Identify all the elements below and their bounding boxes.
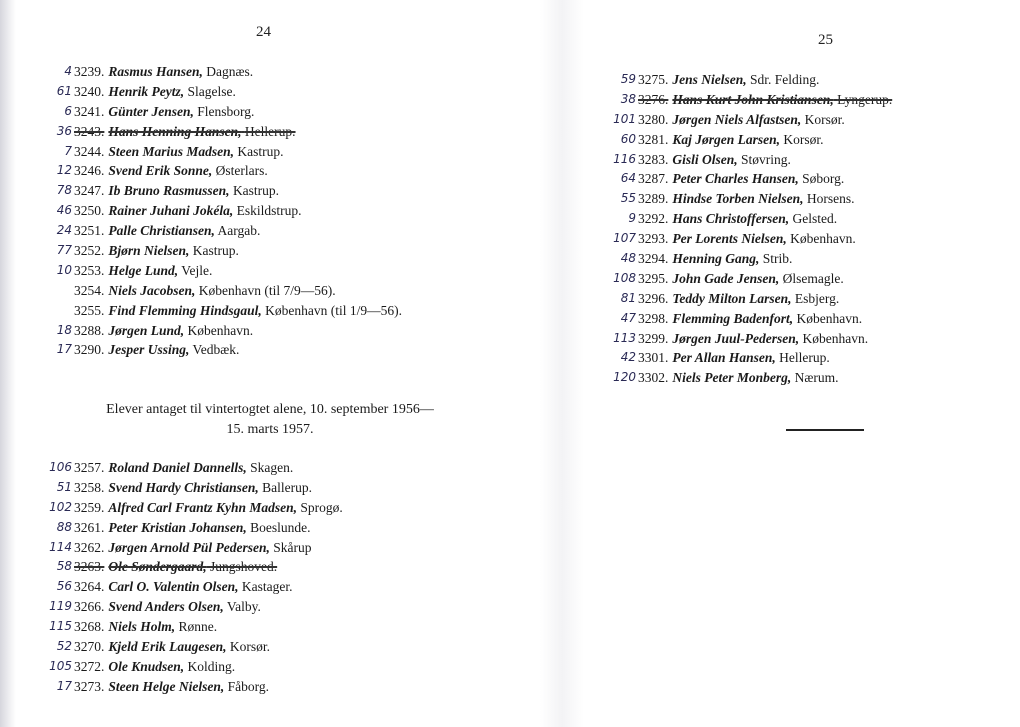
list-item xyxy=(30,82,530,102)
entry-text xyxy=(74,142,284,162)
entry-number: 3283. xyxy=(638,151,669,167)
entry-text xyxy=(638,189,855,209)
entry-text xyxy=(638,130,824,150)
list-item xyxy=(594,130,994,150)
left-page-number: 24 xyxy=(256,24,271,40)
entry-number: 3243. xyxy=(74,123,105,139)
entry-place: Strib. xyxy=(762,251,793,267)
list-item xyxy=(30,241,530,261)
entry-place: København. xyxy=(187,322,254,338)
handwritten-mark: 46 xyxy=(56,203,72,218)
list-item xyxy=(30,142,530,162)
list-item xyxy=(30,478,530,498)
list-item xyxy=(594,329,994,349)
entry-text xyxy=(74,122,296,142)
entry-name: Rasmus Hansen, xyxy=(108,64,203,79)
entry-number: 3259. xyxy=(74,499,105,515)
entry-number: 3253. xyxy=(74,262,105,278)
entry-place: Kastrup. xyxy=(232,183,280,199)
roster-list-winter xyxy=(30,458,530,697)
handwritten-mark: 51 xyxy=(56,479,72,494)
entry-number: 3252. xyxy=(74,243,105,259)
entry-number: 3272. xyxy=(74,658,105,674)
entry-name: Rainer Juhani Jokéla, xyxy=(108,203,234,219)
entry-text xyxy=(74,617,217,637)
entry-name: Bjørn Nielsen, xyxy=(108,243,190,259)
entry-name: Kjeld Erik Laugesen, xyxy=(108,639,227,655)
entry-number: 3255. xyxy=(74,302,105,318)
entry-text xyxy=(74,321,253,341)
entry-number: 3264. xyxy=(74,579,105,595)
list-item xyxy=(30,281,530,301)
entry-name: Niels Holm, xyxy=(108,619,176,635)
entry-place: Kastrup. xyxy=(192,243,239,259)
entry-name: Svend Hardy Christiansen, xyxy=(108,479,259,495)
entry-number: 3240. xyxy=(74,83,105,99)
list-item xyxy=(30,637,530,657)
handwritten-mark: 113 xyxy=(613,330,636,345)
roster-list-continued xyxy=(594,70,994,388)
entry-place: Kastrup. xyxy=(237,143,284,159)
entry-place: Aargab. xyxy=(217,223,261,239)
handwritten-mark: 105 xyxy=(49,658,72,673)
entry-text xyxy=(74,637,270,657)
entry-number: 3292. xyxy=(638,211,669,227)
entry-number: 3296. xyxy=(638,290,669,306)
entry-text xyxy=(74,161,268,181)
entry-place: Ølsemagle. xyxy=(782,270,844,286)
entry-name: John Gade Jensen, xyxy=(672,270,780,286)
list-item xyxy=(594,209,994,229)
entry-name: Ole Knudsen, xyxy=(108,658,185,674)
entry-place: Hellerup. xyxy=(244,123,296,139)
entry-text xyxy=(74,181,279,201)
handwritten-mark: 115 xyxy=(49,619,72,634)
entry-name: Steen Marius Madsen, xyxy=(108,143,235,159)
entry-place: Esbjerg. xyxy=(794,290,840,306)
list-item xyxy=(30,161,530,181)
list-item xyxy=(30,122,530,142)
entry-text xyxy=(74,241,239,261)
entry-place: Slagelse. xyxy=(187,83,236,99)
list-item xyxy=(30,201,530,221)
entry-name: Niels Peter Monberg, xyxy=(672,370,792,386)
entry-place: Hellerup. xyxy=(779,350,830,366)
entry-name: Günter Jensen, xyxy=(108,103,194,119)
entry-text xyxy=(638,169,844,189)
handwritten-mark: 77 xyxy=(56,243,72,258)
entry-number: 3247. xyxy=(74,183,105,199)
left-page xyxy=(20,0,540,727)
entry-name: Carl O. Valentin Olsen, xyxy=(108,579,239,595)
list-item xyxy=(30,458,530,478)
entry-number: 3244. xyxy=(74,143,105,159)
entry-number: 3250. xyxy=(74,203,105,219)
handwritten-mark: 59 xyxy=(620,72,636,86)
entry-name: Peter Charles Hansen, xyxy=(672,171,799,187)
entry-text xyxy=(74,221,260,241)
entry-text xyxy=(74,557,277,577)
entry-number: 3263. xyxy=(74,559,105,575)
entry-place: Jungshoved. xyxy=(210,559,278,575)
entry-place: Skårup xyxy=(273,539,312,555)
entry-number: 3293. xyxy=(638,231,669,247)
entry-number: 3273. xyxy=(74,678,105,694)
handwritten-mark: 64 xyxy=(620,171,636,186)
list-item xyxy=(594,70,994,90)
handwritten-mark: 119 xyxy=(49,599,72,614)
entry-number: 3276. xyxy=(638,91,669,107)
list-item xyxy=(594,269,994,289)
entry-text xyxy=(74,478,312,498)
entry-text xyxy=(74,597,261,617)
entry-text xyxy=(638,249,792,269)
entry-name: Peter Kristian Johansen, xyxy=(108,519,247,535)
entry-place: Støvring. xyxy=(741,151,791,167)
entry-name: Jørgen Arnold Pül Pedersen, xyxy=(108,539,270,555)
section-heading xyxy=(60,400,480,440)
entry-place: Korsør. xyxy=(783,131,824,147)
entry-text xyxy=(638,309,862,329)
list-item xyxy=(30,657,530,677)
list-item xyxy=(30,301,530,321)
entry-number: 3301. xyxy=(638,350,669,366)
entry-text xyxy=(74,82,236,102)
entry-number: 3299. xyxy=(638,330,669,346)
handwritten-mark: 24 xyxy=(56,223,72,238)
list-item xyxy=(594,348,994,368)
entry-text xyxy=(74,458,293,478)
entry-number: 3258. xyxy=(74,479,105,495)
entry-name: Jørgen Niels Alfastsen, xyxy=(672,111,802,127)
entry-number: 3241. xyxy=(74,103,105,119)
entry-place: København. xyxy=(790,231,856,247)
entry-place: Østerlars. xyxy=(215,163,268,179)
entry-place: København. xyxy=(796,310,863,326)
handwritten-mark: 7 xyxy=(64,143,72,158)
entry-number: 3275. xyxy=(638,72,669,87)
entry-text xyxy=(638,90,892,110)
list-item xyxy=(30,577,530,597)
entry-text xyxy=(74,301,402,321)
list-item xyxy=(30,597,530,617)
handwritten-mark: 120 xyxy=(613,370,636,385)
entry-name: Kaj Jørgen Larsen, xyxy=(672,131,781,147)
entry-text xyxy=(74,281,336,301)
handwritten-mark: 55 xyxy=(620,191,636,206)
section-heading-line-2: 15. marts 1957. xyxy=(226,422,314,437)
list-item xyxy=(30,181,530,201)
entry-text xyxy=(638,269,844,289)
entry-name: Niels Jacobsen, xyxy=(108,282,196,298)
entry-number: 3270. xyxy=(74,639,105,655)
entry-name: Jens Nielsen, xyxy=(672,72,747,87)
page-edge-shadow xyxy=(0,0,16,727)
list-item xyxy=(594,90,994,110)
entry-place: Flensborg. xyxy=(197,103,255,119)
entry-name: Jørgen Juul-Pedersen, xyxy=(672,330,800,346)
list-item xyxy=(594,110,994,130)
handwritten-mark: 6 xyxy=(64,103,72,118)
entry-name: Gisli Olsen, xyxy=(672,151,738,167)
right-page-number: 25 xyxy=(818,32,833,48)
entry-number: 3254. xyxy=(74,282,105,298)
entry-name: Hindse Torben Nielsen, xyxy=(672,191,804,207)
handwritten-mark: 58 xyxy=(56,559,72,574)
entry-place: Rønne. xyxy=(178,619,218,635)
handwritten-mark: 102 xyxy=(49,499,72,514)
entry-name: Svend Erik Sonne, xyxy=(108,163,213,179)
entry-place: Sdr. Felding. xyxy=(750,72,820,87)
list-item xyxy=(30,261,530,281)
book-gutter xyxy=(540,0,584,727)
entry-text xyxy=(638,229,856,249)
entry-name: Hans Kurt John Kristiansen, xyxy=(672,91,834,107)
entry-text xyxy=(74,657,235,677)
entry-place: Eskildstrup. xyxy=(236,203,302,219)
entry-name: Henrik Peytz, xyxy=(108,83,185,99)
entry-name: Helge Lund, xyxy=(108,262,179,278)
list-item xyxy=(30,538,530,558)
list-item xyxy=(30,617,530,637)
entry-name: Ole Søndergaard, xyxy=(108,559,207,575)
handwritten-mark: 60 xyxy=(620,131,636,146)
entry-number: 3289. xyxy=(638,191,669,207)
list-item xyxy=(30,321,530,341)
list-item xyxy=(30,221,530,241)
entry-text xyxy=(638,348,830,368)
list-item xyxy=(30,498,530,518)
entry-text xyxy=(638,209,837,229)
entry-place: Lyngerup. xyxy=(837,91,893,107)
handwritten-mark: 106 xyxy=(49,460,72,474)
entry-place: Sprogø. xyxy=(300,499,343,515)
handwritten-mark: 9 xyxy=(628,211,636,226)
entry-text xyxy=(638,110,845,130)
entry-place: Korsør. xyxy=(229,639,271,655)
entry-place: Gelsted. xyxy=(792,211,838,227)
entry-text xyxy=(74,518,311,538)
handwritten-mark: 10 xyxy=(56,262,72,277)
entry-name: Henning Gang, xyxy=(672,251,760,267)
entry-name: Per Lorents Nielsen, xyxy=(672,231,787,247)
entry-place: Vedbæk. xyxy=(192,342,240,358)
handwritten-mark: 101 xyxy=(613,111,636,126)
handwritten-mark: 17 xyxy=(56,342,72,357)
list-item xyxy=(594,150,994,170)
handwritten-mark: 56 xyxy=(56,579,72,594)
entry-place: Ballerup. xyxy=(262,479,313,495)
entry-name: Find Flemming Hindsgaul, xyxy=(108,302,262,318)
entry-place: Vejle. xyxy=(181,262,213,278)
list-item xyxy=(594,229,994,249)
entry-number: 3257. xyxy=(74,460,105,475)
entry-text xyxy=(74,261,212,281)
entry-text xyxy=(638,368,839,388)
entry-name: Alfred Carl Frantz Kyhn Madsen, xyxy=(108,499,298,515)
entry-number: 3280. xyxy=(638,111,669,127)
entry-place: Valby. xyxy=(226,599,261,615)
entry-number: 3288. xyxy=(74,322,105,338)
entry-number: 3287. xyxy=(638,171,669,187)
entry-place: Korsør. xyxy=(804,111,845,127)
entry-number: 3268. xyxy=(74,619,105,635)
entry-name: Per Allan Hansen, xyxy=(672,350,776,366)
list-item xyxy=(30,677,530,697)
entry-number: 3266. xyxy=(74,599,105,615)
entry-number: 3302. xyxy=(638,370,669,386)
list-item xyxy=(594,289,994,309)
handwritten-mark: 38 xyxy=(620,91,636,106)
entry-place: Dagnæs. xyxy=(206,64,254,79)
handwritten-mark: 12 xyxy=(56,163,72,178)
entry-text xyxy=(638,150,791,170)
entry-name: Jesper Ussing, xyxy=(108,342,190,358)
list-item xyxy=(594,189,994,209)
entry-place: Horsens. xyxy=(806,191,855,207)
entry-place: Kolding. xyxy=(187,658,236,674)
handwritten-mark: 107 xyxy=(613,231,636,246)
entry-text xyxy=(74,677,269,697)
entry-number: 3294. xyxy=(638,251,669,267)
handwritten-mark: 48 xyxy=(620,251,636,266)
entry-place: Søborg. xyxy=(802,171,845,187)
handwritten-mark: 47 xyxy=(620,310,636,325)
section-heading-line-1: Elever antaget til vintertogtet alene, 10. september 1956— xyxy=(106,402,434,417)
entry-number: 3239. xyxy=(74,64,105,79)
entry-place: København (til 1/9—56). xyxy=(265,302,403,318)
end-rule xyxy=(786,429,864,431)
handwritten-mark: 18 xyxy=(56,322,72,337)
entry-text xyxy=(74,498,343,518)
list-item xyxy=(30,102,530,122)
list-item xyxy=(594,249,994,269)
handwritten-mark: 61 xyxy=(56,83,72,98)
list-item xyxy=(594,169,994,189)
entry-name: Roland Daniel Dannells, xyxy=(108,460,247,475)
entry-text xyxy=(74,102,254,122)
entry-place: Boeslunde. xyxy=(250,519,311,535)
entry-text xyxy=(74,62,253,82)
entry-name: Steen Helge Nielsen, xyxy=(108,678,225,694)
entry-name: Jørgen Lund, xyxy=(108,322,185,338)
entry-place: København. xyxy=(802,330,869,346)
list-item xyxy=(594,309,994,329)
handwritten-mark: 108 xyxy=(613,270,636,285)
entry-name: Teddy Milton Larsen, xyxy=(672,290,792,306)
entry-name: Hans Christoffersen, xyxy=(672,211,790,227)
entry-number: 3295. xyxy=(638,270,669,286)
roster-list-summer xyxy=(30,62,530,360)
entry-name: Flemming Badenfort, xyxy=(672,310,794,326)
handwritten-mark: 4 xyxy=(64,64,72,78)
handwritten-mark: 114 xyxy=(49,539,72,554)
list-item xyxy=(30,557,530,577)
entry-text xyxy=(638,329,868,349)
handwritten-mark: 42 xyxy=(620,350,636,365)
entry-number: 3298. xyxy=(638,310,669,326)
handwritten-mark: 78 xyxy=(56,183,72,198)
entry-place: København (til 7/9—56). xyxy=(198,282,336,298)
entry-text xyxy=(74,201,302,221)
entry-text xyxy=(638,289,839,309)
list-item xyxy=(30,62,530,82)
entry-number: 3262. xyxy=(74,539,105,555)
entry-text xyxy=(74,538,312,558)
entry-place: Fåborg. xyxy=(227,678,269,694)
entry-text xyxy=(74,577,293,597)
entry-number: 3246. xyxy=(74,163,105,179)
entry-name: Hans Henning Hansen, xyxy=(108,123,242,139)
handwritten-mark: 36 xyxy=(56,123,72,138)
entry-number: 3281. xyxy=(638,131,669,147)
entry-name: Svend Anders Olsen, xyxy=(108,599,224,615)
handwritten-mark: 17 xyxy=(56,678,72,693)
entry-place: Nærum. xyxy=(794,370,839,386)
handwritten-mark: 52 xyxy=(56,639,72,654)
handwritten-mark: 116 xyxy=(613,151,636,166)
entry-text xyxy=(638,70,819,90)
handwritten-mark: 88 xyxy=(56,519,72,534)
entry-name: Ib Bruno Rasmussen, xyxy=(108,183,230,199)
entry-number: 3261. xyxy=(74,519,105,535)
list-item xyxy=(30,518,530,538)
right-page xyxy=(584,0,1004,727)
entry-number: 3251. xyxy=(74,223,105,239)
list-item xyxy=(30,340,530,360)
entry-text xyxy=(74,340,239,360)
list-item xyxy=(594,368,994,388)
entry-place: Kastager. xyxy=(241,579,293,595)
entry-name: Palle Christiansen, xyxy=(108,223,215,239)
entry-number: 3290. xyxy=(74,342,105,358)
handwritten-mark: 81 xyxy=(620,290,636,305)
entry-place: Skagen. xyxy=(250,460,294,475)
